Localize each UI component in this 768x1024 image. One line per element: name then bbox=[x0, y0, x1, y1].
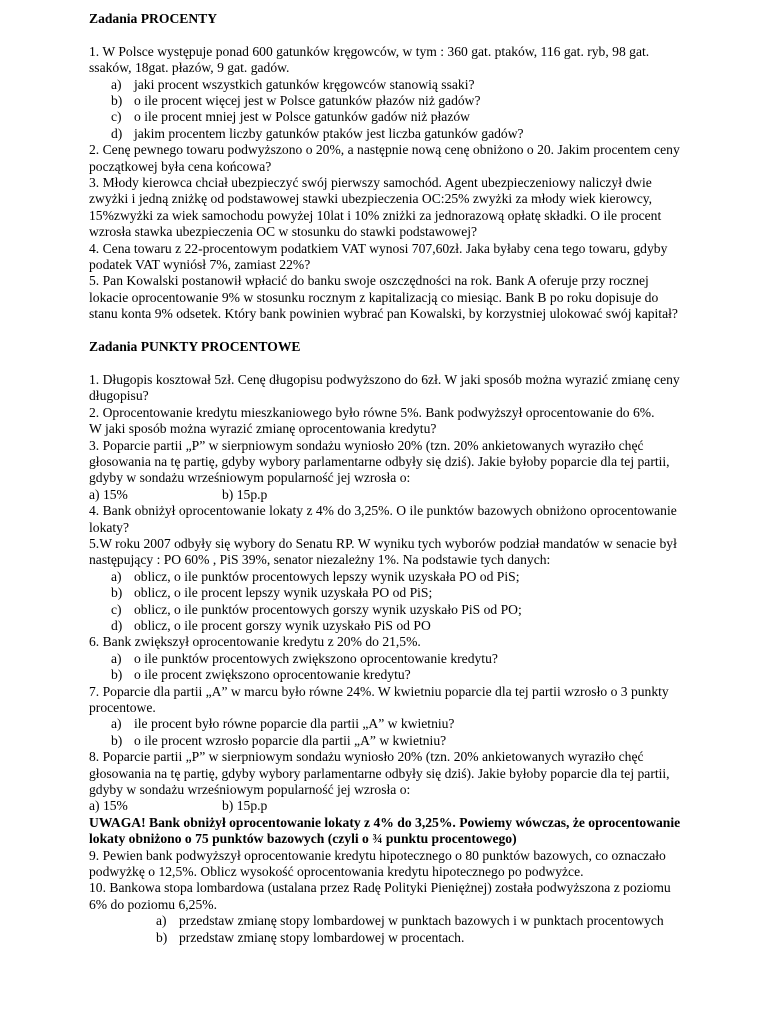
task-2: 2. Cenę pewnego towaru podwyższono o 20%, a następnie nową cenę obniżono o 20. Jakim procentem ceny początkowej była cena końcowa? bbox=[89, 142, 680, 174]
section-title-procenty: Zadania PROCENTY bbox=[89, 11, 218, 26]
pp-task-3-option-b: b) 15p.p bbox=[222, 486, 268, 502]
pp-task-6: 6. Bank zwiększył oprocentowanie kredytu z 20% do 21,5%. bbox=[89, 634, 421, 650]
pp-task-5-item-b: b) oblicz, o ile procent lepszy wynik uzyskała PO od PiS; bbox=[111, 585, 433, 601]
task-5: 5. Pan Kowalski postanowił wpłacić do banku swoje oszczędności na rok. Bank A oferuje przy rocznej lokacie oprocentowanie 9% w stosunku rocznym z kapitalizacją co miesiąc. Bank B po roku dopisuje do stanu konta 9% odsetek. Który bank powinien wybrać pan Kowalski, by korzystniej ulokować swój kapitał? bbox=[89, 273, 678, 322]
task-1-item-d: d) jakim procentem liczby gatunków ptaków jest liczba gatunków gadów? bbox=[111, 125, 524, 141]
pp-task-5-item-d: d) oblicz, o ile procent gorszy wynik uzyskało PiS od PO bbox=[111, 617, 431, 633]
pp-task-5-item-c: c) oblicz, o ile punktów procentowych gorszy wynik uzyskało PiS od PO; bbox=[111, 601, 522, 617]
pp-task-10: 10. Bankowa stopa lombardowa (ustalana przez Radę Polityki Pieniężnej) została podwyższona z poziomu 6% do poziomu 6,25%. bbox=[89, 880, 671, 912]
task-1-item-a: a) jaki procent wszystkich gatunków kręgowców stanowią ssaki? bbox=[111, 76, 475, 92]
pp-task-6-item-b: b) o ile procent zwiększono oprocentowanie kredytu? bbox=[111, 667, 411, 683]
task-4: 4. Cena towaru z 22-procentowym podatkiem VAT wynosi 707,60zł. Jaka byłaby cena tego towaru, gdyby podatek VAT wyniósł 7%, zamiast 22%? bbox=[89, 240, 668, 273]
pp-task-3: 3. Poparcie partii „P” w sierpniowym sondażu wyniosło 20% (tzn. 20% ankietowanych wyraziło chęć głosowania na tę partię, gdyby wybory parlamentarne odbyły się dziś). Jakie byłoby poparcie dla tej partii, gdyby w sondażu wrześniowym popularność jej wzrosła o: bbox=[89, 437, 670, 486]
pp-task-8-option-b: b) 15p.p bbox=[222, 798, 268, 814]
pp-task-8-option-a: a) 15% bbox=[89, 798, 128, 814]
pp-task-5: 5.W roku 2007 odbyły się wybory do Senatu RP. W wyniku tych wyborów podział mandatów w senacie był następujący : PO 60% , PiS 39%, senator niezależny 1%. Na podstawie tych danych: bbox=[89, 535, 677, 568]
pp-task-8: 8. Poparcie partii „P” w sierpniowym sondażu wyniosło 20% (tzn. 20% ankietowanych wyraziło chęć głosowania na tę partię, gdyby wybory parlamentarne odbyły się dziś). Jakie byłoby poparcie dla tej partii, gdyby w sondażu wrześniowym popularność jej wzrosła o: bbox=[89, 749, 670, 798]
task-3: 3. Młody kierowca chciał ubezpieczyć swój pierwszy samochód. Agent ubezpieczeniowy naliczył dwie zwyżki i jedną zniżkę od podstawowej stawki ubezpieczenia OC:25% zwyżki za młody wiek kierowcy, 15%zwyżki za wiek samochodu powyżej 10lat i 10% zniżki za jednorazową opłatę składki. O ile procent wzrosła stawka ubezpieczenia OC w stosunku do stawki podstawowej? bbox=[89, 175, 662, 240]
note-uwaga: UWAGA! Bank obniżył oprocentowanie lokaty z 4% do 3,25%. Powiemy wówczas, że oprocentowanie lokaty obniżono o 75 punktów bazowych (czyli o ¾ punktu procentowego) bbox=[89, 814, 681, 847]
pp-task-10-item-a: a) przedstaw zmianę stopy lombardowej w punktach bazowych i w punktach procentowych bbox=[156, 913, 664, 929]
pp-task-8-options bbox=[89, 798, 689, 814]
pp-task-7-item-b: b) o ile procent wzrosło poparcie dla partii „A” w kwietniu? bbox=[111, 732, 447, 748]
pp-task-9: 9. Pewien bank podwyższył oprocentowanie kredytu hipotecznego o 80 punktów bazowych, co oznaczało podwyżkę o 12,5%. Oblicz wysokość oprocentowania kredytu hipotecznego po podwyżce. bbox=[89, 847, 666, 880]
pp-task-10-item-b: b) przedstaw zmianę stopy lombardowej w procentach. bbox=[156, 929, 465, 945]
task-1-item-b: b) o ile procent więcej jest w Polsce gatunków płazów niż gadów? bbox=[111, 93, 481, 109]
task-1-stem: 1. W Polsce występuje ponad 600 gatunków kręgowców, w tym : 360 gat. ptaków, 116 gat. ryb, 98 gat. ssaków, 18gat. płazów, 9 gat. gadów. bbox=[89, 43, 650, 76]
pp-task-1: 1. Długopis kosztował 5zł. Cenę długopisu podwyższono do 6zł. W jaki sposób można wyrazić zmianę ceny długopisu? bbox=[89, 371, 680, 404]
section-title-punkty-procentowe: Zadania PUNKTY PROCENTOWE bbox=[89, 339, 301, 355]
pp-task-7-item-a: a) ile procent było równe poparcie dla partii „A” w kwietniu? bbox=[111, 716, 455, 732]
pp-task-3-options bbox=[89, 487, 689, 503]
pp-task-5-item-a: a) oblicz, o ile punktów procentowych lepszy wynik uzyskała PO od PiS; bbox=[111, 568, 520, 584]
pp-task-4: 4. Bank obniżył oprocentowanie lokaty z 4% do 3,25%. O ile punktów bazowych obniżono oprocentowanie lokaty? bbox=[89, 503, 677, 535]
task-1-item-c: c) o ile procent mniej jest w Polsce gatunków gadów niż płazów bbox=[111, 109, 470, 125]
pp-task-7: 7. Poparcie dla partii „A” w marcu było równe 24%. W kwietniu poparcie dla tej partii wzrosło o 3 punkty procentowe. bbox=[89, 683, 669, 715]
pp-task-3-option-a: a) 15% bbox=[89, 486, 128, 502]
document-page bbox=[89, 11, 689, 946]
pp-task-6-item-a: a) o ile punktów procentowych zwiększono oprocentowanie kredytu? bbox=[111, 650, 498, 666]
pp-task-2-line1: 2. Oprocentowanie kredytu mieszkaniowego było równe 5%. Bank podwyższył oprocentowanie do 6%. bbox=[89, 404, 655, 420]
pp-task-2-line2: W jaki sposób można wyrazić zmianę oprocentowania kredytu? bbox=[89, 421, 437, 437]
